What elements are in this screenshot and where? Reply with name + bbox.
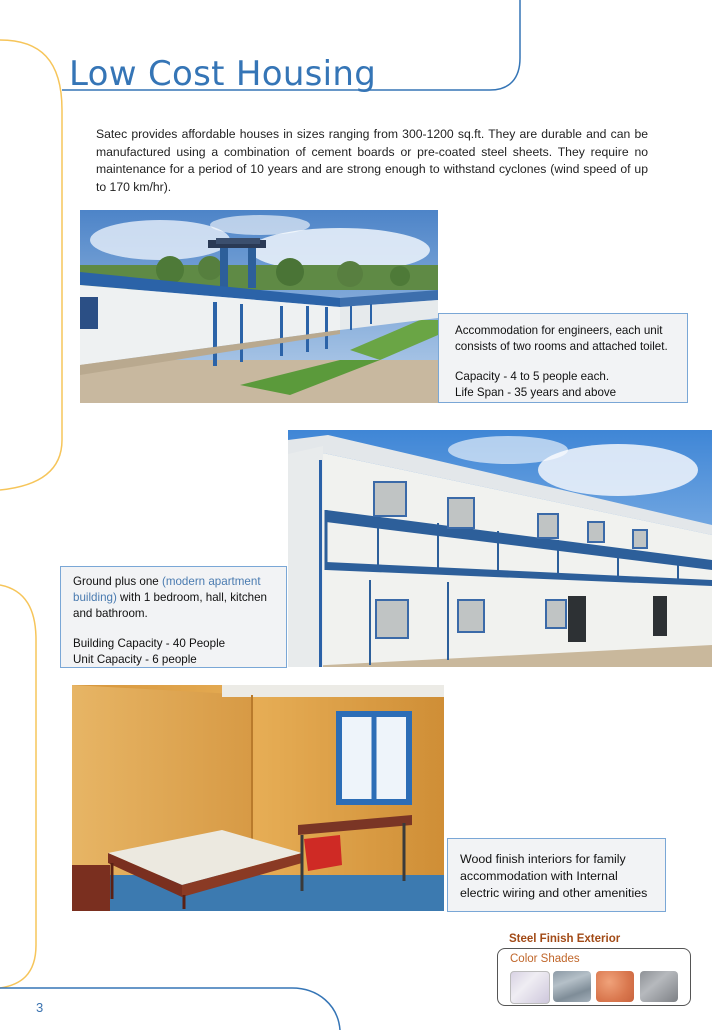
apartment-caption — [60, 566, 287, 668]
engineers-caption-capacity: Capacity - 4 to 5 people each. — [455, 370, 610, 383]
steel-finish-label: Steel Finish Exterior — [509, 933, 621, 945]
apartment-caption-unit-capacity: Unit Capacity - 6 people — [73, 653, 197, 666]
shade-swatch-4 — [640, 971, 678, 1002]
color-shades-box — [497, 948, 691, 1006]
apartment-building-photo — [288, 430, 712, 667]
wood-interior-caption — [447, 838, 666, 912]
shade-swatch-1 — [510, 971, 550, 1004]
apartment-caption-lead: Ground plus one — [73, 575, 162, 588]
wood-interior-photo — [72, 685, 444, 911]
page-title: Low Cost Housing — [69, 54, 377, 94]
apartment-caption-building-capacity: Building Capacity - 40 People — [73, 637, 226, 650]
color-shades-title: Color Shades — [510, 953, 580, 965]
shade-swatch-2 — [553, 971, 591, 1002]
engineers-accommodation-photo — [80, 210, 438, 403]
engineers-caption-description: Accommodation for engineers, each unit consists of two rooms and attached toilet. — [455, 324, 668, 353]
engineers-caption — [438, 313, 688, 403]
engineers-caption-lifespan: Life Span - 35 years and above — [455, 386, 617, 399]
apartment-caption-description — [73, 574, 278, 622]
page-number: 3 — [36, 1000, 44, 1015]
intro-paragraph: Satec provides affordable houses in sizes ranging from 300-1200 sq.ft. They are durable and can be manufactured using a combination of cement boards or pre-coated steel sheets. They require no maintenance for a period of 10 years and are strong enough to withstand cyclones (wind speed of up to 170 km/hr). — [96, 127, 648, 194]
apartment-caption-rest: with 1 bedroom, hall, kitchen and bathroom. — [73, 591, 267, 620]
shade-swatch-3 — [596, 971, 634, 1002]
wood-interior-caption-text: Wood finish interiors for family accommodation with Internal electric wiring and other amenities — [460, 852, 648, 900]
apartment-caption-muted: (modern apartment building) — [73, 575, 261, 604]
